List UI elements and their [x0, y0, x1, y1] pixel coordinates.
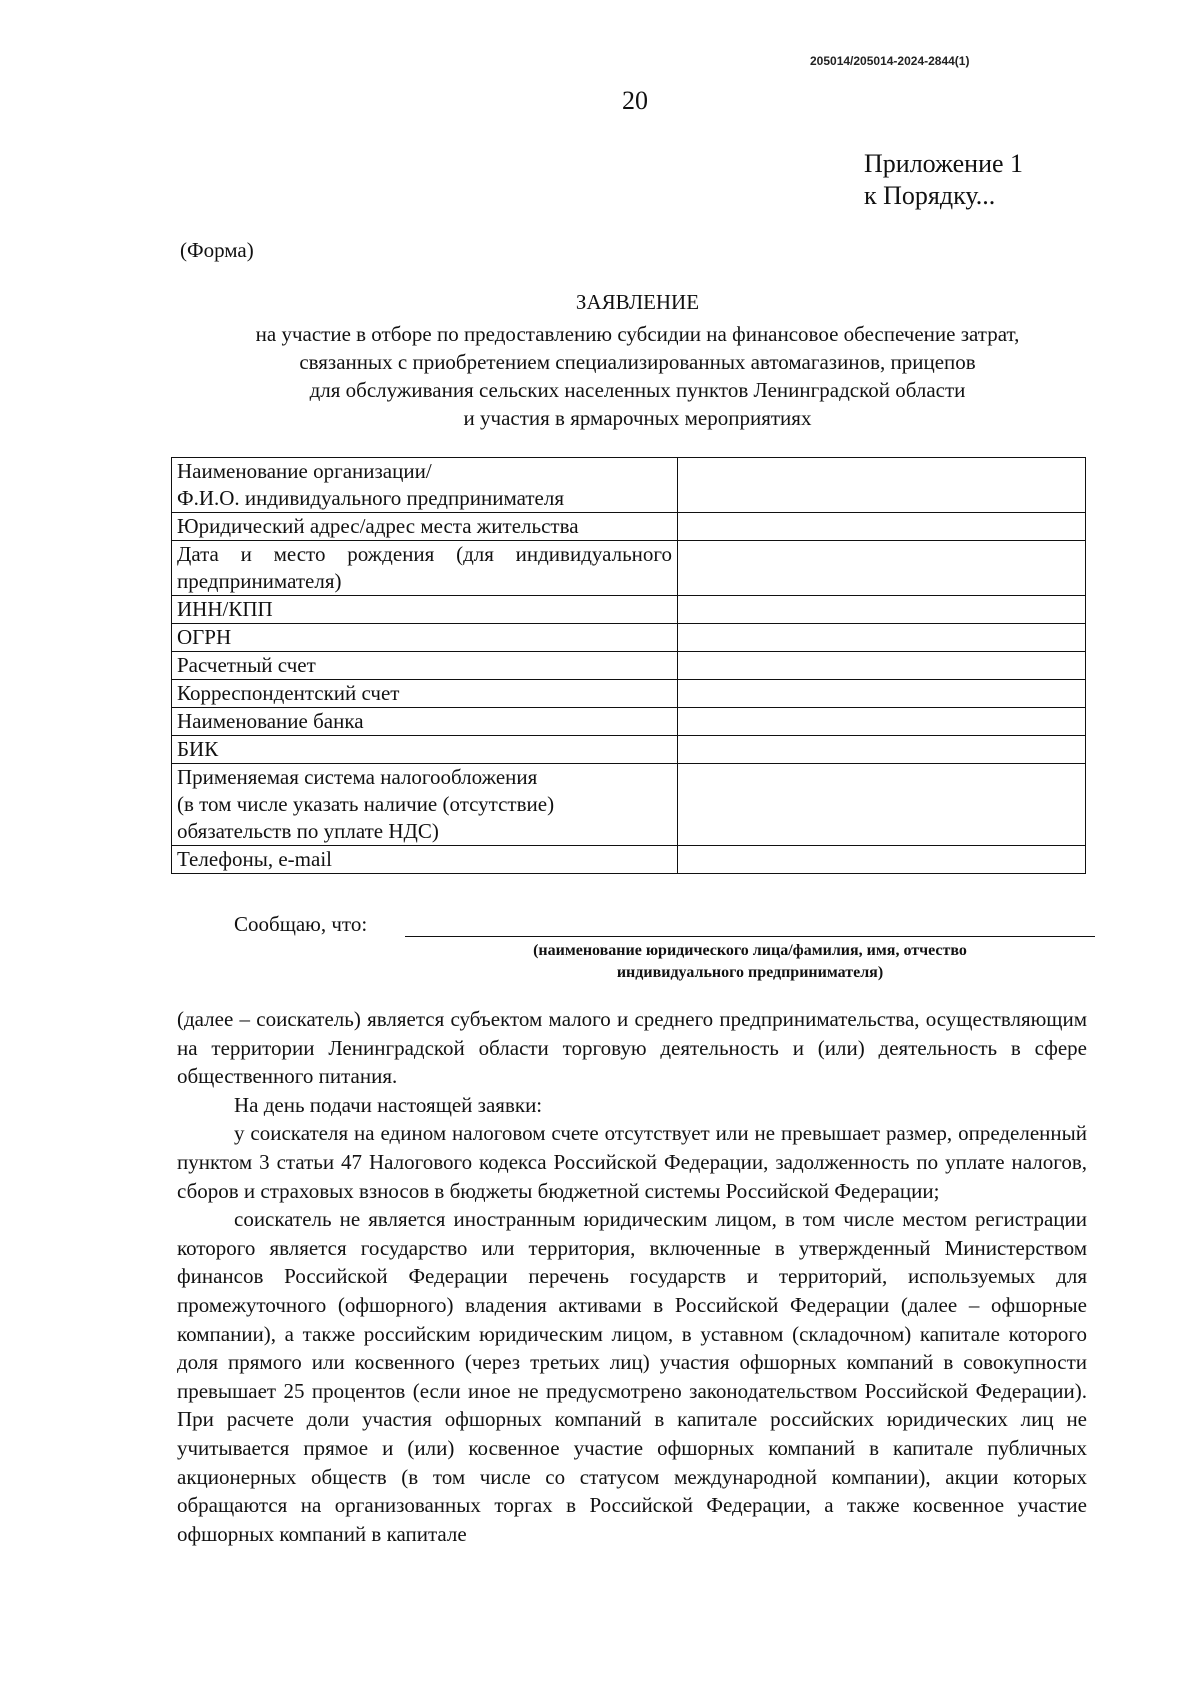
appendix-reference [864, 148, 1023, 212]
body-text [177, 1005, 1087, 1548]
value-cell-bank[interactable] [678, 708, 1086, 736]
report-fill-line[interactable] [405, 936, 1095, 937]
value-cell-address[interactable] [678, 513, 1086, 541]
label-line: Ф.И.О. индивидуального предпринимателя [177, 486, 565, 510]
label-line: обязательств по уплате НДС) [177, 819, 439, 843]
row-label-corr-account [172, 680, 678, 708]
paragraph: у соискателя на едином налоговом счете отсутствует или не превышает размер, определенный пунктом 3 статьи 47 Налогового кодекса Российской Федерации, задолженность по уплате налогов, сборов и страховых взносов в бюджеты бюджетной системы Российской Федерации; [177, 1121, 1087, 1203]
hint-line: индивидуального предпринимателя) [616, 964, 884, 981]
value-cell-account[interactable] [678, 652, 1086, 680]
report-label: Сообщаю, что: [234, 912, 368, 936]
label-line: Дата и место рождения (для индивидуального [177, 542, 672, 566]
label-line: (в том числе указать наличие (отсутствие) [177, 792, 555, 816]
row-label-account [172, 652, 678, 680]
hint-line: (наименование юридического лица/фамилия, имя, отчество [533, 942, 967, 959]
table-row [172, 458, 1086, 513]
label-line: БИК [177, 737, 219, 761]
table-row [172, 624, 1086, 652]
row-label-bik [172, 736, 678, 764]
row-label-address [172, 513, 678, 541]
label-line: Юридический адрес/адрес места жительства [177, 514, 579, 538]
table-row [172, 680, 1086, 708]
table-row [172, 846, 1086, 874]
value-cell-contacts[interactable] [678, 846, 1086, 874]
table-row [172, 652, 1086, 680]
row-label-ogrn [172, 624, 678, 652]
document-subtitle [160, 320, 1115, 432]
table-row [172, 736, 1086, 764]
paragraph: соискатель не является иностранным юридическим лицом, в том числе местом регистрации которого является государство или территория, включенные в утвержденный Министерством финансов Российской Федерации перечень государств и территорий, используемых для промежуточного (офшорного) владения активами в Российской Федерации (далее – офшорные компании), а также российским юридическим лицом, в уставном (складочном) капитале которого доля прямого или косвенного (через третьих лиц) участия офшорных компаний в совокупности превышает 25 процентов (если иное не предусмотрено законодательством Российской Федерации). При расчете доли участия офшорных компаний в капитале российских юридических лиц не учитывается прямое и (или) косвенное участие офшорных компаний в капитале публичных акционерных обществ (в том числе со статусом международной компании), акции которых обращаются на организованных торгах в Российской Федерации, а также косвенное участие офшорных компаний в капитале [177, 1207, 1087, 1546]
value-cell-corr-account[interactable] [678, 680, 1086, 708]
appendix-line: к Порядку... [864, 181, 996, 210]
value-cell-bik[interactable] [678, 736, 1086, 764]
label-line: Корреспондентский счет [177, 681, 400, 705]
label-line: Наименование банка [177, 709, 364, 733]
value-cell-inn-kpp[interactable] [678, 596, 1086, 624]
label-line: предпринимателя) [177, 569, 342, 593]
paragraph: (далее – соискатель) является субъектом малого и среднего предпринимательства, осуществляющим на территории Ленинградской области торговую деятельность и (или) деятельность в сфере общественного питания. [177, 1007, 1087, 1089]
value-cell-birth[interactable] [678, 541, 1086, 596]
paragraph: На день подачи настоящей заявки: [234, 1092, 543, 1117]
value-cell-organization[interactable] [678, 458, 1086, 513]
label-line: ОГРН [177, 625, 232, 649]
label-line: Применяемая система налогообложения [177, 765, 538, 789]
table-row [172, 764, 1086, 846]
table-row [172, 596, 1086, 624]
label-line: Расчетный счет [177, 653, 316, 677]
application-table [171, 457, 1086, 874]
table-row [172, 541, 1086, 596]
label-line: ИНН/КПП [177, 597, 273, 621]
row-label-organization [172, 458, 678, 513]
document-title: ЗАЯВЛЕНИЕ [575, 290, 700, 314]
row-label-inn-kpp [172, 596, 678, 624]
form-label: (Форма) [180, 238, 254, 262]
document-code: 205014/205014-2024-2844(1) [810, 54, 970, 68]
page-number: 20 [622, 86, 648, 115]
subtitle-line: связанных с приобретением специализированных автомагазинов, прицепов [299, 350, 976, 374]
label-line: Телефоны, e-mail [177, 847, 332, 871]
row-label-contacts [172, 846, 678, 874]
row-label-tax-system [172, 764, 678, 846]
subtitle-line: и участия в ярмарочных мероприятиях [463, 406, 812, 430]
table-row [172, 513, 1086, 541]
row-label-bank [172, 708, 678, 736]
subtitle-line: на участие в отборе по предоставлению субсидии на финансовое обеспечение затрат, [255, 322, 1020, 346]
label-line: Наименование организации/ [177, 459, 432, 483]
appendix-line: Приложение 1 [864, 149, 1024, 178]
table-row [172, 708, 1086, 736]
subtitle-line: для обслуживания сельских населенных пунктов Ленинградской области [309, 378, 966, 402]
value-cell-ogrn[interactable] [678, 624, 1086, 652]
value-cell-tax-system[interactable] [678, 764, 1086, 846]
row-label-birth [172, 541, 678, 596]
report-hint [405, 940, 1095, 984]
